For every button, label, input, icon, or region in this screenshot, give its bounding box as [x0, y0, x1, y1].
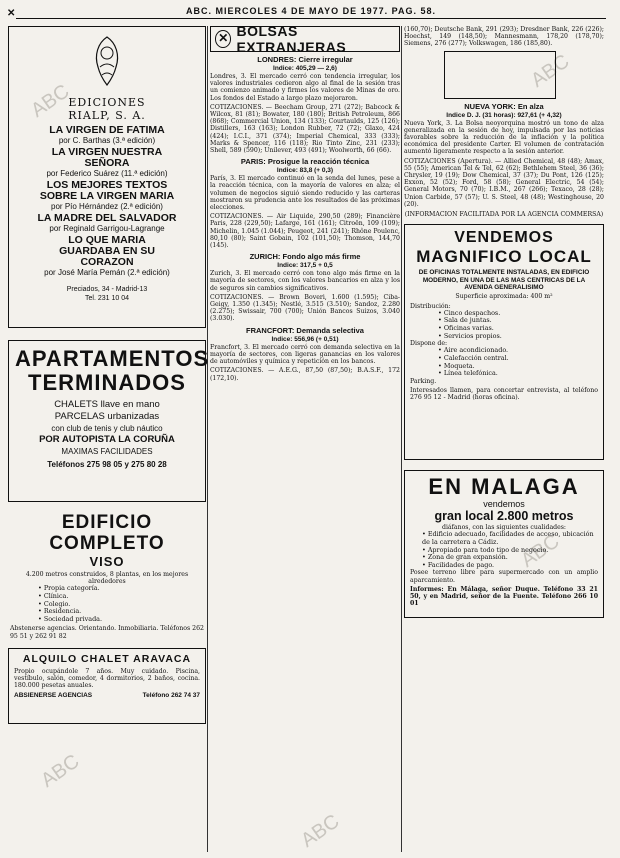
- book-title: LOS MEJORES TEXTOS SOBRE LA VIRGEN MARIA: [39, 179, 175, 202]
- alquilo-phone: Teléfono 262 74 37: [142, 692, 200, 700]
- malaga-ad: [404, 470, 604, 618]
- publisher-name: EDICIONES: [68, 96, 146, 109]
- apartamentos-line: con club de tenis y club náutico: [51, 424, 163, 433]
- publisher-name-2: RIALP, S. A.: [68, 109, 146, 122]
- list-item: • Edificio adecuado, facilidades de acceso, ubicación de la carretera a Cádiz.: [422, 531, 598, 546]
- book-author: por Reginald Garrigou-Lagrange: [49, 224, 165, 233]
- alquilo-footer: [14, 692, 200, 699]
- section-index: Indice: 556,96 (+ 0,51): [271, 335, 339, 343]
- alquilo-ad: [8, 648, 206, 724]
- watermark-icon: ABC: [37, 750, 84, 792]
- publisher-phone: Tel. 231 10 04: [85, 295, 129, 302]
- apartamentos-line: PARCELAS urbanizadas: [54, 411, 160, 422]
- list-item: • Sala de juntas.: [438, 317, 598, 325]
- list-item: • Propia categoría.: [38, 585, 204, 593]
- book-author: por Federico Suárez (11.ª edición): [46, 169, 168, 178]
- section-quotes: COTIZACIONES (Apertura). — Allied Chemical, 48 (48); Amax, 55 (55); American Tel & Tel, 62 (62); Bethlehem Steel, 36 (36); Chrysler, 19 (19); Dow Chemical, 37 (37); Du Pont, 126 (125); Exxon, 52 (52); Ford, 58 (58); General Electric, 54 (54); General Motors, 70 (70); I.B.M., 267 (266); Texaco, 28 (28); Union Carbide, 57 (57); U. S. Steel, 48 (48); Westinghouse, 20 (20).: [404, 157, 604, 208]
- vendemos-contact: Interesados llamen, para concertar entrevista, al teléfono 276 95 12 - Madrid (horas oficina).: [410, 387, 598, 402]
- vendemos-title-2: MAGNIFICO LOCAL: [416, 247, 592, 267]
- vendemos-desc: DE OFICINAS TOTALMENTE INSTALADAS, EN EDIFICIO MODERNO, EN UNA DE LAS MAS CENTRICAS DE LA AVENIDA GENERALISIMO: [418, 269, 590, 292]
- section-quotes: COTIZACIONES. — Air Liquide, 290,50 (289); Financière Paris, 228 (229,50); Lafarge, 161 (161); Citroën, 109 (109); Michelin, 1.045 (1.044); Peugeot, 241 (241); Rhône Poulenc, 80,10 (80); Saint Gobain, 102 (101,50); Thomson, 144,70 (145).: [210, 213, 401, 250]
- book-title: LA VIRGEN DE FATIMA: [49, 124, 165, 136]
- section-index: Indice D. J. (31 horas): 927,61 (+ 4,32): [446, 111, 562, 119]
- watermark-icon: ABC: [517, 530, 564, 572]
- column-divider: [207, 26, 208, 852]
- apartamentos-title-2: TERMINADOS: [28, 370, 186, 395]
- right-column: [404, 26, 604, 618]
- section-quotes: COTIZACIONES. — Beecham Group, 271 (272); Babcock & Wilcox, 81 (81); Bowater, 180 (180); British Petroleum, 866 (868); Commercial Union, 134 (133); Courtaulds, 125 (126); Distillers, 163 (163); London Rubber, 72 (72); Glaxo, 424 (424); I.C.I., 371 (374); Imperial Chemical, 333 (333); Marks & Spencer, 116 (118); Rio Tinto Zinc, 231 (233); Shell, 589 (590); Unilever, 493 (491); Woolworth, 66 (66).: [210, 103, 400, 155]
- info-credit: (INFORMACION FACILITADA POR LA AGENCIA COMMERSA): [404, 211, 604, 219]
- edificio-ad: [8, 512, 206, 640]
- list-item: • Calefacción central.: [438, 355, 598, 363]
- watermark-icon: ABC: [527, 50, 574, 92]
- malaga-sub: vendemos: [483, 499, 525, 510]
- vendemos-dep-head: Dispone de:: [410, 340, 448, 348]
- section-head: PARIS: Prosigue la reacción técnica: [240, 157, 370, 167]
- list-item: • Facilidades de pago.: [422, 562, 598, 570]
- apartamentos-phones: Teléfonos 275 98 05 y 275 80 28: [47, 460, 167, 469]
- watermark-icon: ABC: [27, 80, 74, 122]
- francfort-continuation: (160,70); Deutsche Bank, 291 (293); Dresdner Bank, 226 (226); Hoechst, 149 (148,50); Mannesmann, 178,20 (178,70); Siemens, 276 (277); Volkswagen, 186 (185,80).: [404, 26, 604, 48]
- apartamentos-line: CHALETS llave en mano: [54, 399, 160, 410]
- paris-section: [210, 157, 400, 249]
- apartamentos-line: MAXIMAS FACILIDADES: [61, 447, 153, 456]
- malaga-list: [410, 531, 598, 569]
- book-author: por C. Barthas (3.ª edición): [58, 136, 156, 145]
- list-item: • Residencia.: [38, 608, 204, 616]
- section-body: Zurich, 3. El mercado cerró con tono algo más firme en la mayoría de sectores, con los valores bancarios en alza y los de seguros sin cambios significativos.: [210, 270, 400, 292]
- bolsas-title: BOLSAS EXTRANJERAS: [236, 23, 347, 55]
- section-body: Londres, 3. El mercado cerró con tendencia irregular, los valores industriales cedieron algo al final de la sesión tras un comienzo animado y firmes los valores de Minas de oro. Los fondos del Estado a largo plazo mejoraron.: [210, 73, 400, 102]
- section-body: París, 3. El mercado continuó en la senda del lunes, pese a la reacción técnica, con la mayoría de valores en alza; el volumen de negocios siguió siendo reducido y las carteras mostraron su prudencia ante los resultados de las próximas elecciones.: [210, 175, 400, 212]
- edificio-subtitle: VISO: [89, 554, 125, 569]
- vendemos-list-2: [410, 347, 598, 377]
- book-author: por Pío Hérnández (2.ª edición): [51, 202, 163, 211]
- alquilo-text: Propio ocupándole 7 años. Muy cuidado. Piscina, vestíbulo, salón, comedor, 4 dormitorios, 2 baños, cocina. 180.000 pesetas anuales.: [14, 667, 200, 690]
- londres-section: [210, 55, 400, 154]
- alquilo-agency: ABSIENERSE AGENCIAS: [14, 692, 93, 700]
- vendemos-dist-head: Distribución:: [410, 302, 451, 310]
- book-title: LO QUE MARIA GUARDABA EN SU CORAZON: [59, 234, 155, 268]
- left-column: [8, 26, 210, 724]
- malaga-desc: diáfanos, con las siguientes cualidades:: [441, 524, 567, 532]
- francfort-section: [210, 326, 400, 382]
- list-item: • Oficinas varias.: [438, 325, 598, 333]
- list-item: • Clínica.: [38, 593, 204, 601]
- malaga-big: gran local 2.800 metros: [434, 509, 574, 524]
- edificio-title: EDIFICIO COMPLETO: [49, 512, 165, 554]
- header-rule: [16, 18, 606, 19]
- list-item: • Colegio.: [38, 601, 204, 609]
- list-item: • Cinco despachos.: [438, 310, 598, 318]
- section-quotes: COTIZACIONES. — Brown Boveri, 1.600 (1.595); Ciba-Geigy, 1.350 (1.345); Nestlé, 3.515 (3.510); Sandoz, 2.280 (2.275); Swissair, 700 (700); Unión Bancos Suizos, 3.040 (3.030).: [210, 293, 400, 323]
- section-head: LONDRES: Cierre irregular: [257, 55, 353, 64]
- close-circle-icon: ✕: [215, 30, 231, 48]
- apartamentos-title: APARTAMENTOS: [15, 346, 210, 371]
- book-title: LA MADRE DEL SALVADOR: [37, 212, 177, 224]
- list-item: • Moqueta.: [438, 363, 598, 371]
- alquilo-title: ALQUILO CHALET ARAVACA: [22, 652, 192, 665]
- vendemos-parking: Parking.: [410, 377, 437, 385]
- vendemos-area: Superficie aproximada: 400 m²: [455, 293, 553, 301]
- middle-column: [210, 23, 401, 382]
- list-item: • Sociedad privada.: [38, 616, 204, 624]
- publisher-address: Preciados, 34 - Madrid-13: [66, 286, 148, 293]
- vendemos-list: [410, 310, 598, 340]
- malaga-title: EN MALAGA: [428, 474, 580, 500]
- page-header: ABC. MIERCOLES 4 DE MAYO DE 1977. PAG. 58.: [185, 6, 437, 16]
- edificio-footer: Abstenerse agencias. Orientando. Inmobiliaria. Teléfonos 262 95 51 y 262 91 82: [10, 625, 204, 640]
- book-list: [15, 125, 199, 303]
- nuevayork-section: [404, 102, 604, 219]
- list-item: • Zona de gran expansión.: [422, 554, 598, 562]
- section-head: ZURICH: Fondo algo más firme: [249, 252, 361, 262]
- section-body: Nueva York, 3. La Bolsa neoyorquina mostró un tono de alza generalizada en la sesión de hoy, impulsada por las noticias favorables sobre la reducción de la inflación y la política económica del presidente Carter. El volumen de contratación aumentó ligeramente respecto a la sesión anterior.: [404, 119, 604, 156]
- section-index: Indice: 317,5 + 0,5: [277, 262, 333, 270]
- photo-box: [444, 51, 556, 99]
- section-body: Francfort, 3. El mercado cerró con demanda selectiva en la mayoría de sectores, con ligeras ganancias en los valores de automóviles y química y repetición en los bancos.: [210, 343, 400, 366]
- list-item: • Servicios propios.: [438, 333, 598, 341]
- section-index: Indice: 405,29 — 2,6): [273, 65, 337, 72]
- malaga-contact: Informes: En Málaga, señor Duque. Teléfono 33 21 50, y en Madrid, señor de la Fuente. Teléfono 266 10 01: [410, 585, 598, 608]
- column-divider: [401, 26, 402, 852]
- malaga-note: Posee terreno libre para supermercado con un amplio aparcamiento.: [410, 569, 598, 584]
- apartamentos-ad: [8, 340, 210, 502]
- list-item: • Aire acondicionado.: [438, 347, 598, 355]
- section-index: Indice: 83,8 (+ 0,3): [276, 167, 334, 175]
- vendemos-ad: [404, 224, 604, 460]
- bolsas-banner: [210, 23, 400, 55]
- zurich-section: [210, 252, 400, 322]
- watermark-icon: ABC: [297, 810, 344, 852]
- list-item: • Apropiado para todo tipo de negocio.: [422, 547, 598, 555]
- book-author: por José María Pemán (2.ª edición): [44, 268, 170, 277]
- side-mark: ✕: [7, 8, 16, 19]
- section-head: FRANCFORT: Demanda selectiva: [246, 325, 364, 335]
- apartamentos-line: POR AUTOPISTA LA CORUÑA: [39, 434, 175, 445]
- list-item: • Línea telefónica.: [438, 370, 598, 378]
- edificio-intro: 4.200 metros construidos, 8 plantas, en los mejores alrededores: [25, 571, 189, 586]
- section-head: NUEVA YORK: En alza: [464, 101, 544, 111]
- publisher-ad: [8, 26, 206, 328]
- section-quotes: COTIZACIONES. — A.E.G., 87,50 (87,50); B.A.S.F., 172 (172,10).: [210, 367, 400, 382]
- book-title: LA VIRGEN NUESTRA SEÑORA: [51, 146, 163, 169]
- vendemos-title: VENDEMOS: [454, 229, 554, 247]
- publisher-logo-icon: [15, 33, 199, 93]
- edificio-list: [10, 585, 204, 623]
